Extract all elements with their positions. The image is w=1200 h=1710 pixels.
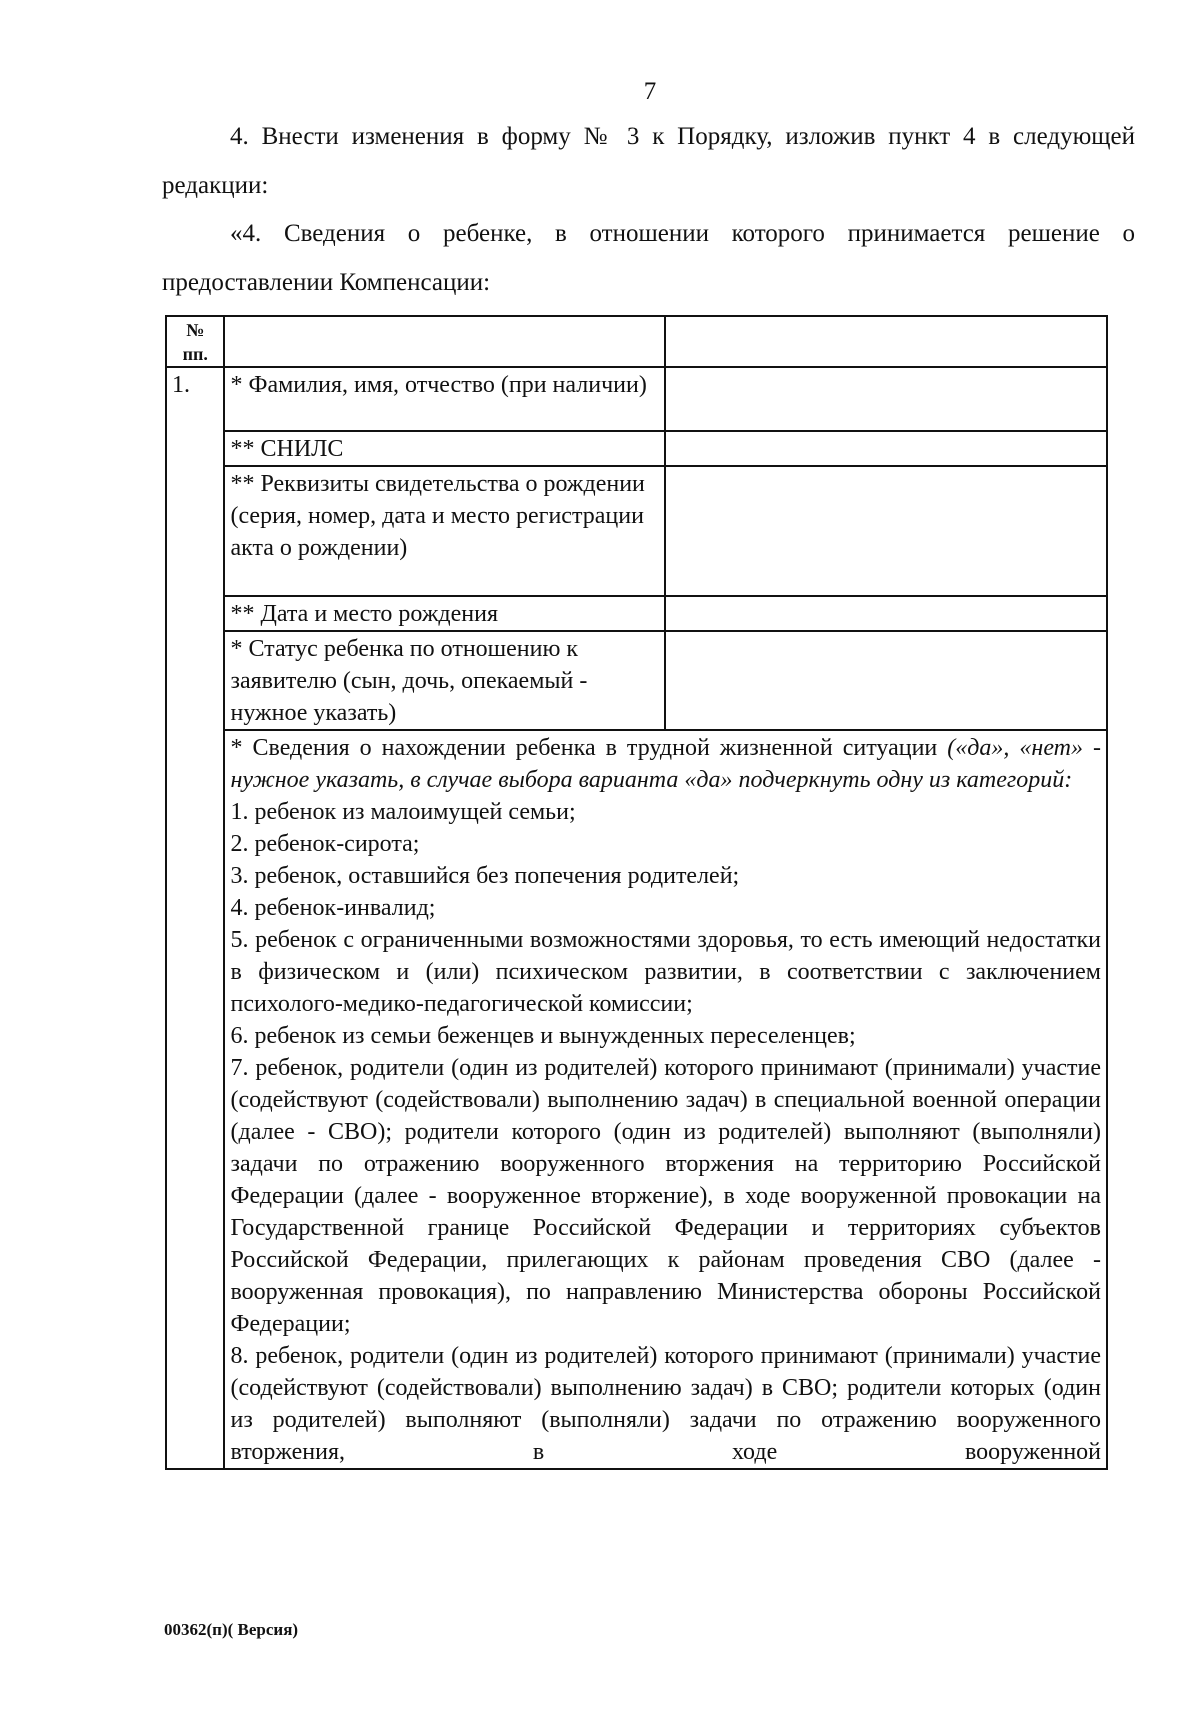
situation-lead-and-note: [230, 732, 1101, 796]
table-header-row: [166, 316, 1107, 367]
category-item: 7. ребенок, родители (один из родителей) которого принимают (принимали) участие (содействуют (содействовали) выполнению задач) в специальной военной операции (далее - СВО); родители которого (один из родителей) выполняют (выполняли) задачи по отражению вооруженного вторжения на территорию Российской Федерации (далее - вооруженное вторжение), в ходе вооруженной провокации на Государственной границе Российской Федерации и территориях субъектов Российской Федерации, прилегающих к районам проведения СВО (далее - вооруженная провокация), по направлению Министерства обороны Российской Федерации;: [230, 1055, 1101, 1337]
row-birth-certificate: [166, 466, 1107, 596]
row-difficult-situation: [166, 730, 1107, 1469]
header-number-cell: № пп.: [166, 316, 224, 367]
child-info-table: [165, 315, 1108, 1470]
birth-date-place-value[interactable]: [665, 596, 1107, 631]
row-full-name: [166, 367, 1107, 431]
category-item: 8. ребенок, родители (один из родителей) которого принимают (принимали) участие (содействуют (содействовали) выполнению задач) в СВО; родители которых (один из родителей) выполняют (выполняли) задачи по отражению вооруженного вторжения, в ходе вооруженной: [230, 1343, 1101, 1465]
header-value-cell: [665, 316, 1107, 367]
row-child-status: [166, 631, 1107, 730]
document-version-footer: 00362(п)( Версия): [164, 1620, 299, 1639]
header-field-cell: [224, 316, 665, 367]
category-item: 1. ребенок из малоимущей семьи;: [230, 799, 576, 825]
quote-line-1: «4. Сведения о ребенке, в отношении которого принимается решение о: [230, 220, 1135, 247]
birth-certificate-value[interactable]: [665, 466, 1107, 596]
quote-line-2: предоставлении Компенсации:: [162, 269, 491, 296]
row-snils: [166, 431, 1107, 466]
intro-line-1: 4. Внести изменения в форму № 3 к Порядку, изложив пункт 4 в следующей: [230, 123, 1135, 150]
page-number: 7: [643, 78, 657, 105]
row-birth-date-place: [166, 596, 1107, 631]
birth-date-place-label: ** Дата и место рождения: [224, 596, 665, 631]
snils-label: ** СНИЛС: [224, 431, 665, 466]
category-item: 6. ребенок из семьи беженцев и вынужденных переселенцев;: [230, 1023, 856, 1049]
snils-value[interactable]: [665, 431, 1107, 466]
category-item: 2. ребенок-сирота;: [230, 831, 420, 857]
situation-lead: * Сведения о нахождении ребенка в трудной жизненной ситуации: [230, 735, 938, 761]
birth-certificate-label: ** Реквизиты свидетельства о рождении (серия, номер, дата и место регистрации акта о рождении): [224, 466, 665, 596]
child-status-label: * Статус ребенка по отношению к заявителю (сын, дочь, опекаемый - нужное указать): [224, 631, 665, 730]
situation-note: («да», «нет» - нужное указать, в случае выбора варианта «да» подчеркнуть одну из категорий:: [230, 735, 1102, 793]
category-item: 5. ребенок с ограниченными возможностями здоровья, то есть имеющий недостатки в физическом и (или) психическом развитии, в соответствии с заключением психолого-медико-педагогической комиссии;: [230, 927, 1101, 1017]
full-name-label: * Фамилия, имя, отчество (при наличии): [224, 367, 665, 431]
intro-line-2: редакции:: [162, 172, 269, 199]
child-status-value[interactable]: [665, 631, 1107, 730]
category-item: 4. ребенок-инвалид;: [230, 895, 436, 921]
full-name-value[interactable]: [665, 367, 1107, 431]
difficult-situation-cell: [224, 730, 1107, 1469]
category-item: 3. ребенок, оставшийся без попечения родителей;: [230, 863, 740, 889]
row-number-cell: 1.: [166, 367, 224, 1469]
